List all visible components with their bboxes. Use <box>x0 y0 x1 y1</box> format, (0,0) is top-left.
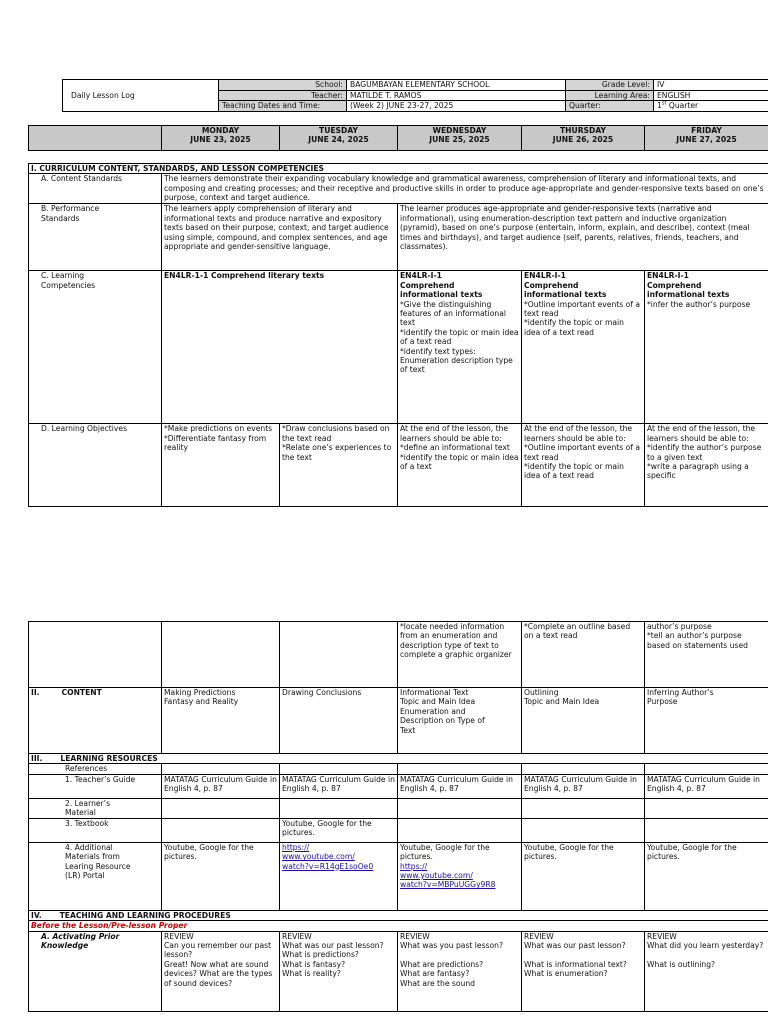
learning-objectives-label: D. Learning Objectives <box>29 424 162 507</box>
procedures-header: IV. TEACHING AND LEARNING PROCEDURES <box>29 910 768 920</box>
school-value: BAGUMBAYAN ELEMENTARY SCHOOL <box>347 80 566 91</box>
grade-level-value: IV <box>654 80 768 91</box>
teachers-guide-label: 1. Teacher’s Guide <box>29 774 162 798</box>
header-info-table <box>62 79 768 112</box>
day-header-thursday: THURSDAY JUNE 26, 2025 <box>522 126 645 151</box>
content-standards-text: The learners demonstrate their expanding vocabulary knowledge and grammatical awareness, comprehension of literary and informational texts, and composing and creating processes; and their receptive and productive skills in order to produce age-appropriate and gender-responsive texts based on one’s purpose, context and target audience. <box>162 174 768 204</box>
activating-thursday: REVIEW What was our past lesson? What is informational text? What is enumeration? <box>522 931 645 1011</box>
performance-standards-left: The learners apply comprehension of literary and informational texts and produce narrative and expository texts based on their purpose, context, and target audience using simple, compound, and complex sentences, and age appropriate and gender-sensitive language. <box>162 204 398 271</box>
section-1-title: I. CURRICULUM CONTENT, STANDARDS, AND LESSON COMPETENCIES <box>29 164 768 174</box>
objective-friday: At the end of the lesson, the learners should be able to: *identify the author’s purpose to a given text *write a paragraph using a specific <box>645 424 768 507</box>
objective-monday: *Make predictions on events *Differentiate fantasy from reality <box>162 424 280 507</box>
learners-material-label: 2. Learner’s Material <box>29 798 162 818</box>
teacher-label: Teacher: <box>219 90 347 101</box>
objective-wednesday: At the end of the lesson, the learners should be able to: *define an informational text *identify the topic or main idea of a text <box>398 424 522 507</box>
additional-materials-thursday: Youtube, Google for the pictures. <box>522 842 645 910</box>
teachers-guide-thursday: MATATAG Curriculum Guide in English 4, p. 87 <box>522 774 645 798</box>
additional-materials-friday: Youtube, Google for the pictures. <box>645 842 768 910</box>
references-label: References <box>29 764 162 774</box>
day-header-wednesday: WEDNESDAY JUNE 25, 2025 <box>398 126 522 151</box>
day-header-monday: MONDAY JUNE 23, 2025 <box>162 126 280 151</box>
activating-tuesday: REVIEW What was our past lesson? What is predictions? What is fantasy? What is reality? <box>280 931 398 1011</box>
content-thursday: Outlining Topic and Main Idea <box>522 688 645 754</box>
youtube-link-wednesday[interactable]: https:// www.youtube.com/ watch?v=MBPuUGGy9R8 <box>400 861 496 890</box>
daily-lesson-log-label: Daily Lesson Log <box>63 80 219 112</box>
competency-monday-tuesday: EN4LR-1-1 Comprehend literary texts <box>162 271 398 424</box>
learning-area-label: Learning Area: <box>566 90 654 101</box>
page-2-table <box>28 621 768 1012</box>
day-header-friday: FRIDAY JUNE 27, 2025 <box>645 126 768 151</box>
competency-wednesday: EN4LR-I-1 Comprehend informational texts *Give the distinguishing features of an informational text *identify the topic or main idea of a text read *identify text types: Enumeration description type of text <box>398 271 522 424</box>
competency-thursday: EN4LR-I-1 Comprehend informational texts *Outline important events of a text read *identify the topic or main idea of a text read <box>522 271 645 424</box>
grade-level-label: Grade Level: <box>566 80 654 91</box>
before-lesson-header: Before the Lesson/Pre-lesson Proper <box>29 921 768 931</box>
learning-resources-header: III. LEARNING RESOURCES <box>29 754 768 764</box>
teachers-guide-wednesday: MATATAG Curriculum Guide in English 4, p. 87 <box>398 774 522 798</box>
activating-prior-knowledge-label: A. Activating Prior Knowledge <box>29 931 162 1011</box>
performance-standards-right: The learner produces age-appropriate and gender-responsive texts (narrative and informational), using enumeration-description text pattern and inductive organization (pyramid), based on one’s purpose (entertain, inform, explain, and describe), context (meal times and birthdays), and target audience (self, parents, relatives, friends, teachers, and classmates). <box>398 204 768 271</box>
content-monday: Making Predictions Fantasy and Reality <box>162 688 280 754</box>
day-header-tuesday: TUESDAY JUNE 24, 2025 <box>280 126 398 151</box>
teaching-dates-value: (Week 2) JUNE 23-27, 2025 <box>347 101 566 112</box>
content-standards-label: A. Content Standards <box>29 174 162 204</box>
teaching-dates-label: Teaching Dates and Time: <box>219 101 347 112</box>
competency-friday: EN4LR-I-1 Comprehend informational texts *infer the author’s purpose <box>645 271 768 424</box>
objective-tuesday: *Draw conclusions based on the text read *Relate one’s experiences to the text <box>280 424 398 507</box>
continued-tuesday <box>280 622 398 688</box>
activating-wednesday: REVIEW What was you past lesson? What are predictions? What are fantasy? What are the sound <box>398 931 522 1011</box>
content-friday: Inferring Author’s Purpose <box>645 688 768 754</box>
continued-monday <box>162 622 280 688</box>
objective-thursday-continued: *Complete an outline based on a text read <box>522 622 645 688</box>
teacher-value: MATILDE T. RAMOS <box>347 90 566 101</box>
days-header-table <box>28 125 768 151</box>
teachers-guide-friday: MATATAG Curriculum Guide in English 4, p. 87 <box>645 774 768 798</box>
continued-label-cell <box>29 622 162 688</box>
content-row-label: II. CONTENT <box>29 688 162 754</box>
activating-monday: REVIEW Can you remember our past lesson? Great! Now what are sound devices? What are the types of sound devices? <box>162 931 280 1011</box>
section-curriculum-table <box>28 163 768 507</box>
school-label: School: <box>219 80 347 91</box>
additional-materials-tuesday <box>280 842 398 910</box>
youtube-link-tuesday[interactable]: https:// www.youtube.com/ watch?v=R14gE1soOe0 <box>282 842 374 871</box>
teachers-guide-tuesday: MATATAG Curriculum Guide in English 4, p. 87 <box>280 774 398 798</box>
quarter-value: 1st Quarter <box>654 101 768 112</box>
objective-wednesday-continued: *locate needed information from an enumeration and description type of text to complete a graphic organizer <box>398 622 522 688</box>
additional-materials-label: 4. Additional Materials from Learing Resource (LR) Portal <box>29 842 162 910</box>
days-header-blank <box>29 126 162 151</box>
textbook-tuesday: Youtube, Google for the pictures. <box>280 818 398 842</box>
learning-area-value: ENGLISH <box>654 90 768 101</box>
content-tuesday: Drawing Conclusions <box>280 688 398 754</box>
objective-thursday: At the end of the lesson, the learners should be able to: *Outline important events of a text read *identify the topic or main idea of a text read <box>522 424 645 507</box>
learning-competencies-label: C. Learning Competencies <box>29 271 162 424</box>
additional-materials-wednesday: Youtube, Google for the pictures. https:// www.youtube.com/ watch?v=MBPuUGGy9R8 <box>398 842 522 910</box>
objective-friday-continued: author’s purpose *tell an author’s purpose based on statements used <box>645 622 768 688</box>
quarter-label: Quarter: <box>566 101 654 112</box>
additional-materials-monday: Youtube, Google for the pictures. <box>162 842 280 910</box>
content-wednesday: Informational Text Topic and Main Idea Enumeration and Description on Type of Text <box>398 688 522 754</box>
performance-standards-label: B. Performance Standards <box>29 204 162 271</box>
textbook-label: 3. Textbook <box>29 818 162 842</box>
activating-friday: REVIEW What did you learn yesterday? What is outlining? <box>645 931 768 1011</box>
teachers-guide-monday: MATATAG Curriculum Guide in English 4, p. 87 <box>162 774 280 798</box>
